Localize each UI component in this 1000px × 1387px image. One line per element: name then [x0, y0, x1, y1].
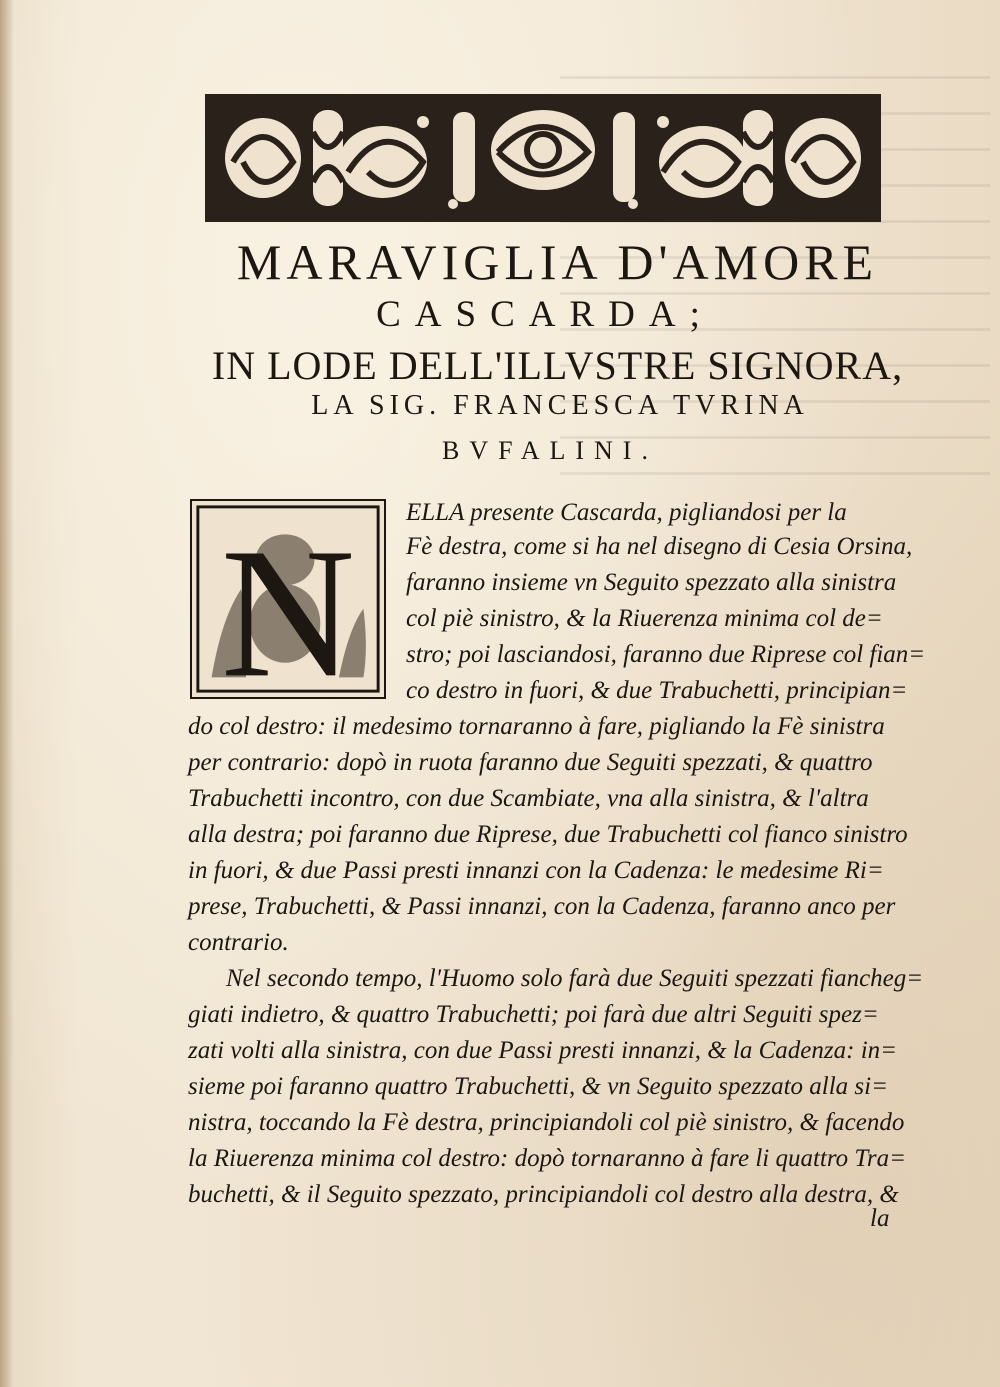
- heading-line-4: LA SIG. FRANCESCA TVRINA: [311, 390, 809, 421]
- text-line: alla destra; poi faranno due Riprese, due Trabuchetti col fianco sinistro: [188, 821, 908, 848]
- text-line: in fuori, & due Passi presti innanzi con la Cadenza: le medesime Ri=: [188, 857, 884, 884]
- decorated-initial-n-woodcut: [190, 499, 386, 699]
- text-line: per contrario: dopò in ruota faranno due Seguiti spezzati, & quattro: [188, 749, 873, 776]
- text-line: contrario.: [188, 929, 289, 956]
- text-line: Nel secondo tempo, l'Huomo solo farà due Seguiti spezzati fiancheg=: [226, 965, 924, 992]
- drop-cap-letter: N: [220, 510, 356, 697]
- text-line: stro; poi lasciandosi, faranno due Riprese col fian=: [406, 641, 926, 668]
- text-line: do col destro: il medesimo tornaranno à fare, pigliando la Fè sinistra: [188, 713, 885, 740]
- text-line: buchetti, & il Seguito spezzato, principiandoli col destro alla destra, &: [188, 1181, 899, 1208]
- text-line: col piè sinistro, & la Riuerenza minima col de=: [406, 605, 883, 632]
- heading-line-1: MARAVIGLIA D'AMORE: [236, 234, 879, 290]
- text-line: giati indietro, & quattro Trabuchetti; poi farà due altri Seguiti spez=: [188, 1001, 879, 1028]
- text-line: la Riuerenza minima col destro: dopò tornaranno à fare li quattro Tra=: [188, 1145, 907, 1172]
- catchword: la: [870, 1205, 890, 1232]
- heading-line-5: BVFALINI.: [442, 436, 658, 465]
- text-line: Trabuchetti incontro, con due Scambiate, vna alla sinistra, & l'altra: [188, 785, 869, 812]
- heading-line-2: CASCARDA;: [376, 294, 714, 335]
- text-line: sieme poi faranno quattro Trabuchetti, & vn Seguito spezzato alla si=: [188, 1073, 888, 1100]
- text-line: zati volti alla sinistra, con due Passi presti innanzi, & la Cadenza: in=: [188, 1037, 898, 1064]
- heading-line-3: IN LODE DELL'ILLVSTRE SIGNORA,: [211, 343, 904, 388]
- text-line: prese, Trabuchetti, & Passi innanzi, con la Cadenza, faranno anco per: [188, 893, 896, 920]
- text-line: co destro in fuori, & due Trabuchetti, principian=: [406, 677, 908, 704]
- text-line: faranno insieme vn Seguito spezzato alla sinistra: [406, 569, 897, 596]
- woodcut-headpiece-ornament: [203, 92, 883, 224]
- text-line: nistra, toccando la Fè destra, principiandoli col piè sinistro, & facendo: [188, 1109, 905, 1136]
- text-line: Fè destra, come si ha nel disegno di Cesia Orsina,: [406, 533, 913, 560]
- page-spine-shadow: [0, 0, 14, 1387]
- text-line: ELLA presente Cascarda, pigliandosi per la: [406, 499, 847, 526]
